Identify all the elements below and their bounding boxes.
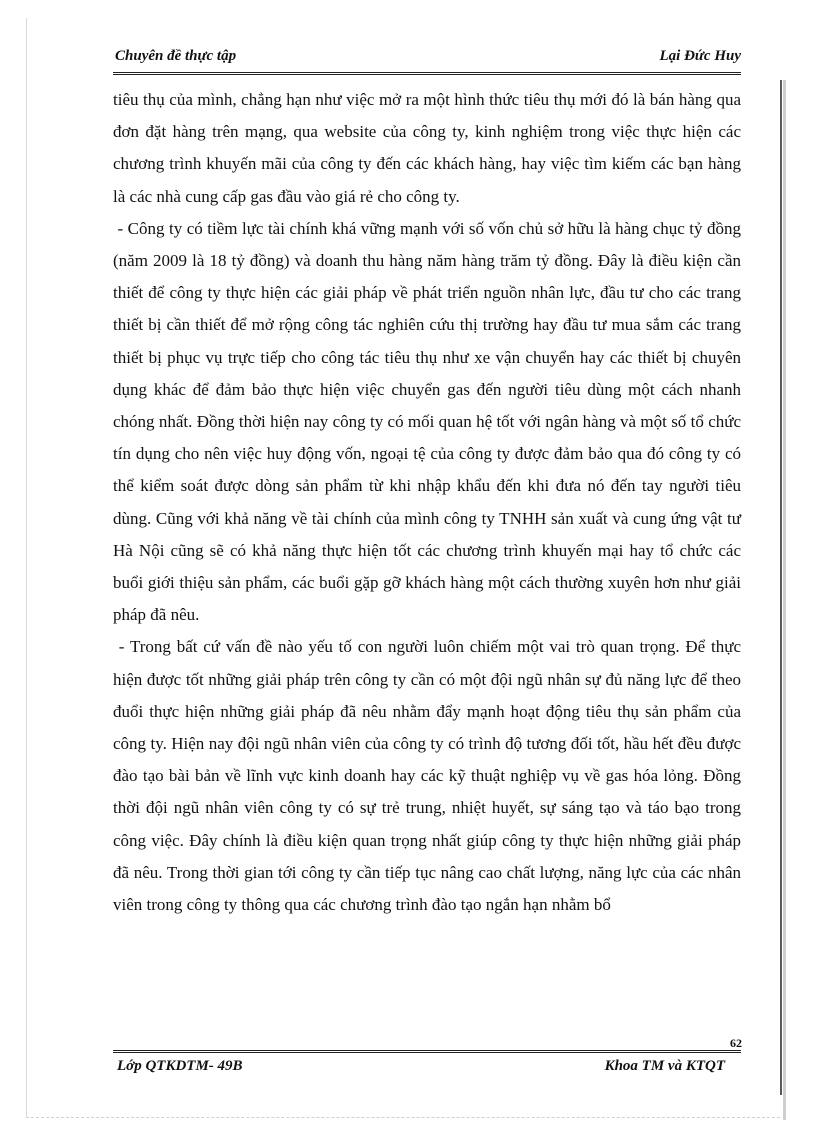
page-header [113, 48, 741, 70]
page-footer [113, 1058, 725, 1080]
page-border-right [780, 80, 782, 1095]
body-text [113, 84, 746, 921]
footer-faculty-name: Khoa TM và KTQT [604, 1058, 725, 1074]
header-author-name: Lại Đức Huy [659, 48, 741, 64]
page-border-bottom [26, 1117, 780, 1118]
paragraph-sales-channels: tiêu thụ của mình, chẳng hạn như việc mở ra một hình thức tiêu thụ mới đó là bán hàng qua đơn đặt hàng trên mạng, qua website của công ty, kinh nghiệm trong việc thực hiện các chương trình khuyến mãi của công ty đến các khách hàng, hay việc tìm kiếm các bạn hàng là các nhà cung cấp gas đầu vào giá rẻ cho công ty. [113, 90, 741, 206]
paragraph-financial-strength: - Công ty có tiềm lực tài chính khá vững mạnh với số vốn chủ sở hữu là hàng chục tỷ đồng (năm 2009 là 18 tỷ đồng) và doanh thu hàng năm hàng trăm tỷ đồng. Đây là điều kiện cần thiết để công ty thực hiện các giải pháp về phát triển nguồn nhân lực, đầu tư cho các trang thiết bị cần thiết để mở rộng công tác nghiên cứu thị trường hay đầu tư mua sắm các trang thiết bị phục vụ trực tiếp cho công tác tiêu thụ như xe vận chuyển hay các thiết bị chuyên dụng khác để đảm bảo thực hiện việc chuyển gas đến người tiêu dùng một cách nhanh chóng nhất. Đồng thời hiện nay công ty có mối quan hệ tốt với ngân hàng và một số tổ chức tín dụng cho nên việc huy động vốn, ngoại tệ của công ty được đảm bảo qua đó công ty có thể kiểm soát được dòng sản phẩm từ khi nhập khẩu đến khi đưa nó đến tay người tiêu dùng. Cũng với khả năng về tài chính của mình công ty TNHH sản xuất và cung ứng vật tư Hà Nội cũng sẽ có khả năng thực hiện tốt các chương trình khuyến mại hay tổ chức các buổi giới thiệu sản phẩm, các buổi gặp gỡ khách hàng một cách thường xuyên hơn như giải pháp đã nêu. [113, 218, 746, 625]
page-border-shadow [783, 80, 786, 1120]
page-number: 62 [730, 1036, 742, 1050]
footer-divider [113, 1050, 741, 1053]
header-divider [113, 72, 741, 75]
page-border-left [26, 18, 27, 1118]
header-document-title: Chuyên đề thực tập [115, 48, 237, 64]
footer-class-name: Lớp QTKDTM- 49B [117, 1058, 243, 1074]
paragraph-human-factor: - Trong bất cứ vấn đề nào yếu tố con người luôn chiếm một vai trò quan trọng. Để thực hiện được tốt những giải pháp trên công ty cần có một đội ngũ nhân sự đủ năng lực để theo đuổi thực hiện những giải pháp đã nêu nhằm đẩy mạnh hoạt động tiêu thụ sản phẩm của công ty. Hiện nay đội ngũ nhân viên của công ty có trình độ tương đối tốt, hầu hết đều được đào tạo bài bản về lĩnh vực kinh doanh hay các kỹ thuật nghiệp vụ về gas hóa lỏng. Đồng thời đội ngũ nhân viên công ty có sự trẻ trung, nhiệt huyết, sự sáng tạo và táo bạo trong công việc. Đây chính là điều kiện quan trọng nhất giúp công ty thực hiện những giải pháp đã nêu. Trong thời gian tới công ty cần tiếp tục nâng cao chất lượng, năng lực của các nhân viên trong công ty thông qua các chương trình đào tạo ngắn hạn nhằm bổ [113, 637, 746, 915]
